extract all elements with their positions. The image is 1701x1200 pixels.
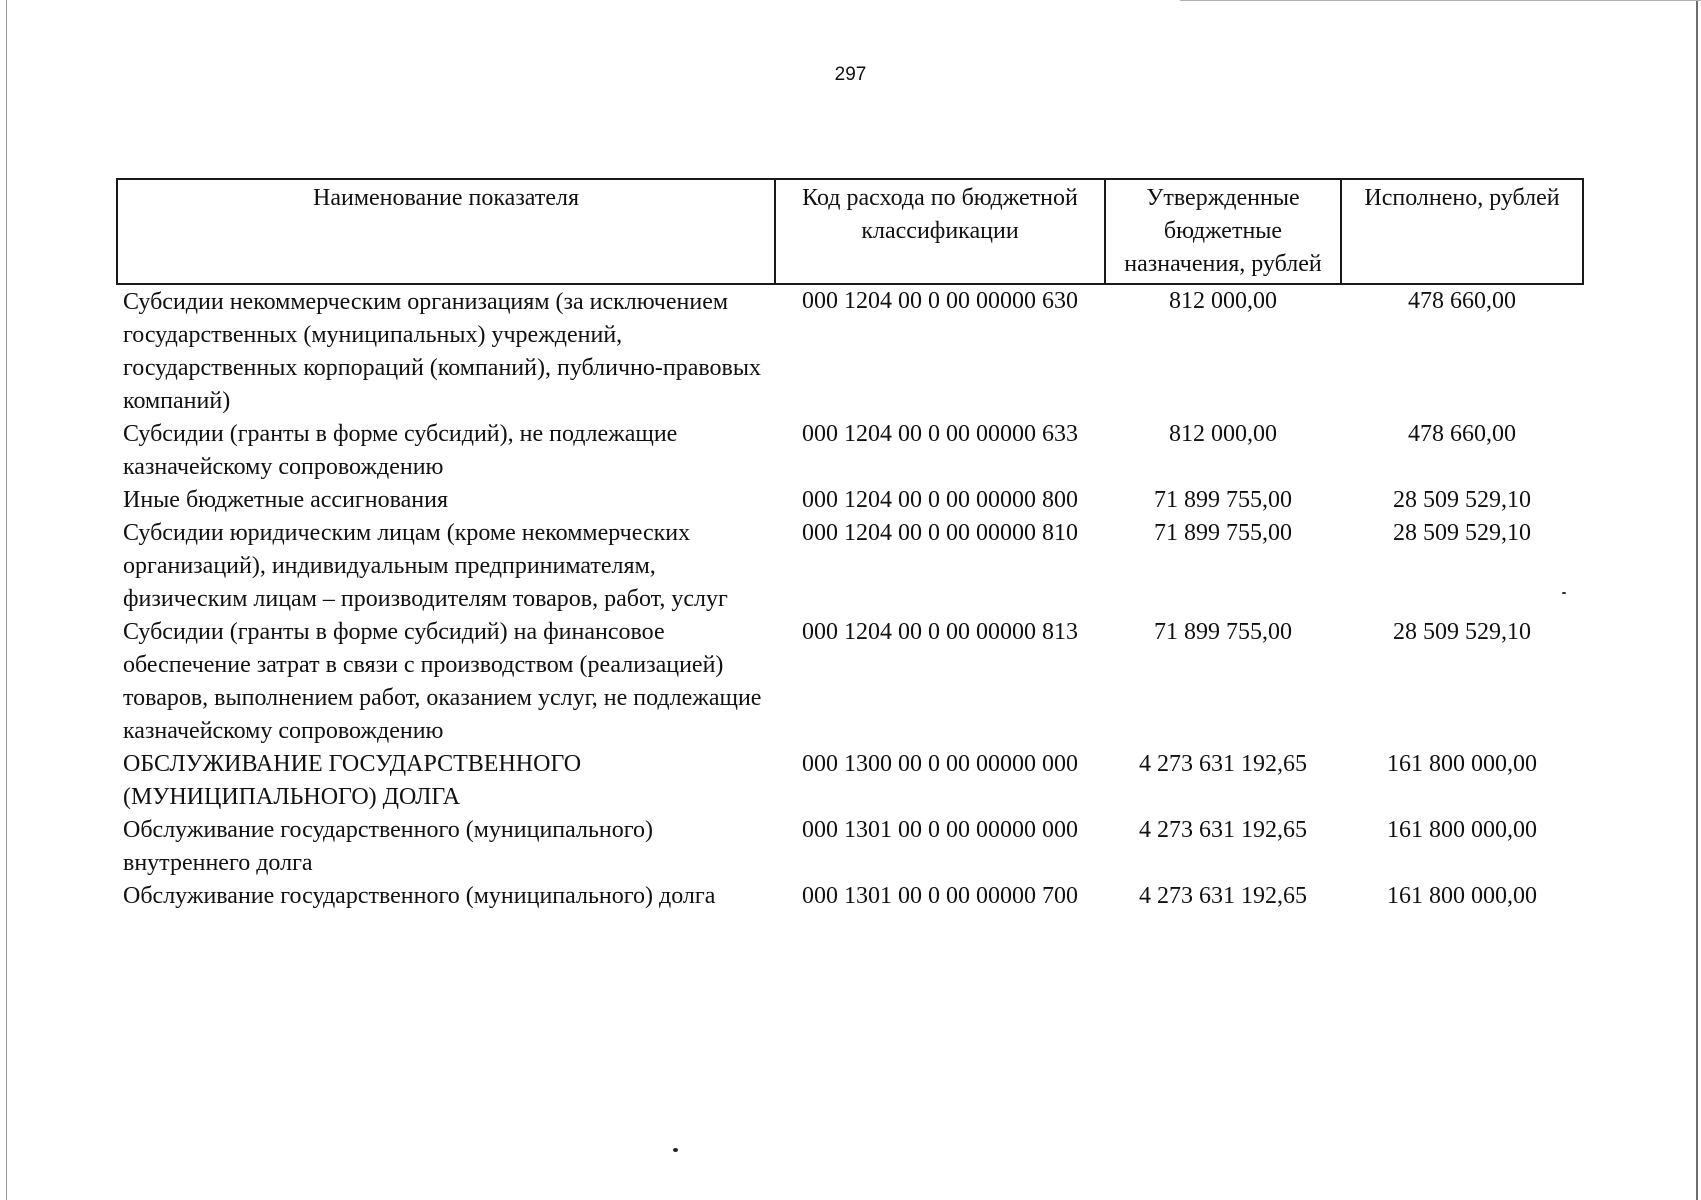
- row-approved: 4 273 631 192,65: [1139, 883, 1307, 909]
- table-row: [117, 484, 1583, 517]
- row-code: 000 1204 00 0 00 00000 630: [802, 288, 1078, 314]
- row-executed: 161 800 000,00: [1387, 883, 1537, 909]
- row-executed: 28 509 529,10: [1393, 487, 1531, 513]
- row-approved: 71 899 755,00: [1154, 619, 1292, 645]
- row-name: Субсидии (гранты в форме субсидий) на финансовое обеспечение затрат в связи с производством (реализацией) товаров, выполнением работ, оказанием услуг, не подлежащие казначейскому сопровождению: [123, 619, 762, 744]
- row-code: 000 1204 00 0 00 00000 800: [802, 487, 1078, 513]
- row-code: 000 1204 00 0 00 00000 813: [802, 619, 1078, 645]
- row-name: Субсидии (гранты в форме субсидий), не подлежащие казначейскому сопровождению: [123, 421, 678, 480]
- row-executed: 161 800 000,00: [1387, 751, 1537, 777]
- table-row: [117, 418, 1583, 484]
- table-header: [117, 179, 1583, 284]
- header-expense-code: Код расхода по бюджетной классификации: [775, 179, 1105, 284]
- row-executed: 161 800 000,00: [1387, 817, 1537, 843]
- row-approved: 812 000,00: [1169, 421, 1277, 447]
- table-row: [117, 880, 1583, 913]
- page-number: 297: [834, 64, 867, 85]
- budget-execution-table: [116, 178, 1584, 913]
- row-code: 000 1301 00 0 00 00000 000: [802, 817, 1078, 843]
- scan-edge-right: [1696, 0, 1698, 1200]
- row-name: Субсидии юридическим лицам (кроме некоммерческих организаций), индивидуальным предпринимателям, физическим лицам – производителям товаров, работ, услуг: [123, 520, 728, 612]
- table-body: [117, 284, 1583, 913]
- header-approved-amount: Утвержденные бюджетные назначения, рублей: [1105, 179, 1341, 284]
- row-executed: 28 509 529,10: [1393, 619, 1531, 645]
- row-name: Обслуживание государственного (муниципального) внутреннего долга: [123, 817, 654, 876]
- row-approved: 812 000,00: [1169, 288, 1277, 314]
- row-code: 000 1204 00 0 00 00000 810: [802, 520, 1078, 546]
- table-row: [117, 284, 1583, 418]
- row-approved: 4 273 631 192,65: [1139, 817, 1307, 843]
- row-code: 000 1300 00 0 00 00000 000: [802, 751, 1078, 777]
- row-approved: 71 899 755,00: [1154, 520, 1292, 546]
- header-indicator-name: Наименование показателя: [117, 179, 775, 284]
- row-executed: 478 660,00: [1408, 288, 1516, 314]
- row-approved: 4 273 631 192,65: [1139, 751, 1307, 777]
- table-row: [117, 517, 1583, 616]
- row-executed: 478 660,00: [1408, 421, 1516, 447]
- row-code: 000 1301 00 0 00 00000 700: [802, 883, 1078, 909]
- row-name: ОБСЛУЖИВАНИЕ ГОСУДАРСТВЕННОГО (МУНИЦИПАЛЬНОГО) ДОЛГА: [123, 751, 582, 810]
- row-name: Обслуживание государственного (муниципального) долга: [123, 883, 716, 909]
- row-executed: 28 509 529,10: [1393, 520, 1531, 546]
- scan-speck: [673, 1148, 678, 1152]
- table-row: [117, 616, 1583, 748]
- header-executed-amount: Исполнено, рублей: [1341, 179, 1583, 284]
- scan-edge-left: [6, 0, 7, 1200]
- scan-speck: [1562, 592, 1566, 594]
- table-row: [117, 814, 1583, 880]
- scan-edge-top: [1180, 0, 1701, 1]
- row-name: Иные бюджетные ассигнования: [123, 487, 448, 513]
- table-row-section: [117, 748, 1583, 814]
- header-row: [117, 179, 1583, 284]
- row-code: 000 1204 00 0 00 00000 633: [802, 421, 1078, 447]
- row-name: Субсидии некоммерческим организациям (за исключением государственных (муниципальных) учреждений, государственных корпораций (компаний), публично-правовых компаний): [123, 289, 761, 414]
- row-approved: 71 899 755,00: [1154, 487, 1292, 513]
